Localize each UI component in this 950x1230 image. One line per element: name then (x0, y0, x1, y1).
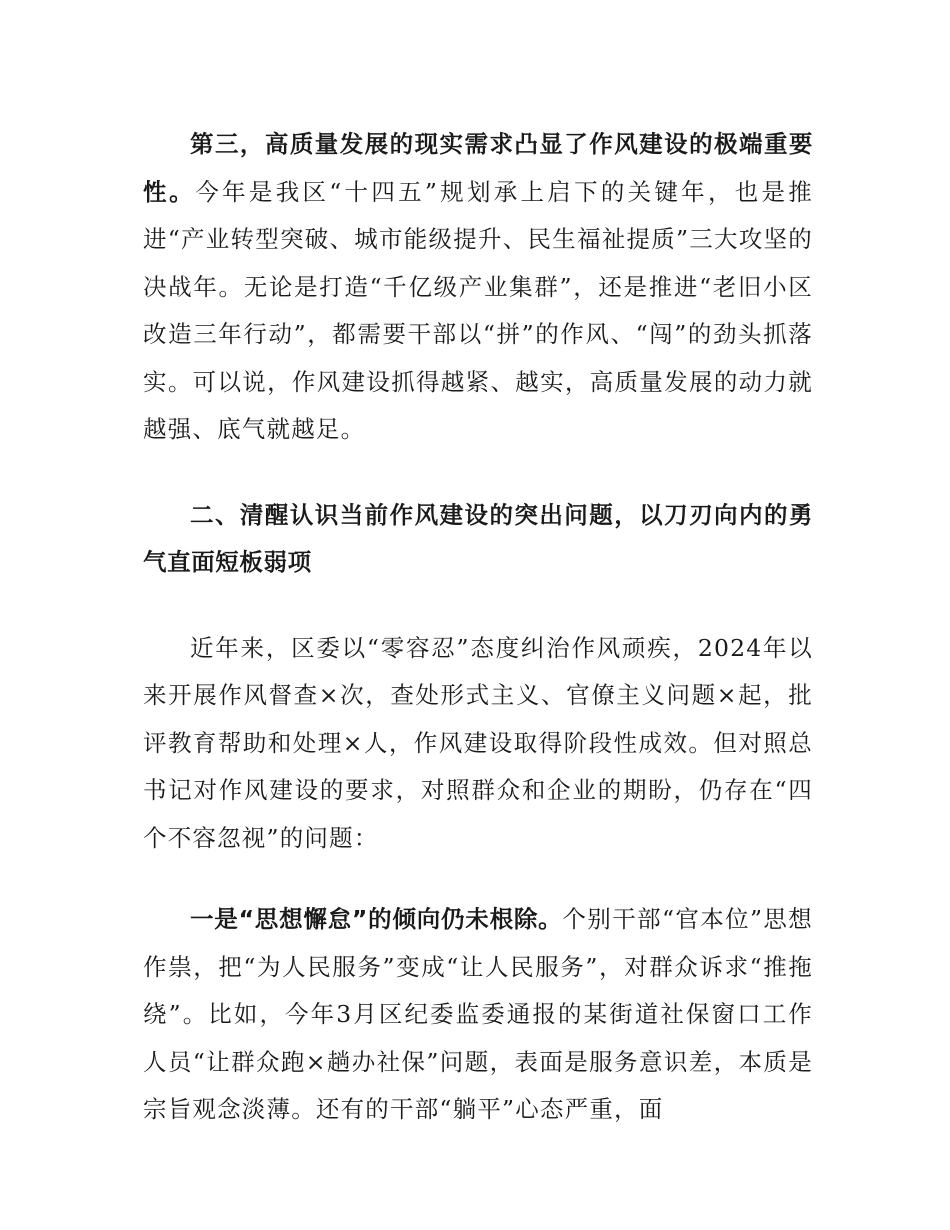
paragraph-overview: 近年来，区委以“零容忍”态度纠治作风顽疾，2024年以来开展作风督查×次，查处形式主义、官僚主义问题×起，批评教育帮助和处理×人，作风建设取得阶段性成效。但对照总书记对作风建设的要求，对照群众和企业的期盼，仍存在“四个不容忽视”的问题： (143, 633, 813, 852)
paragraph-text: 个别干部“官本位”思想作祟，把“为人民服务”变成“让人民服务”，对群众诉求“推拖绕”。比如，今年3月区纪委监委通报的某街道社保窗口工作人员“让群众跑×趟办社保”问题，表面是服务意识差，本质是宗旨观念淡薄。还有的干部“躺平”心态严重，面 (143, 905, 813, 1123)
paragraph-problem-one (143, 896, 813, 1134)
section-heading: 二、清醒认识当前作风建设的突出问题，以刀刃向内的勇气直面短板弱项 (143, 500, 813, 576)
paragraph-importance (143, 121, 813, 454)
document-body (143, 121, 813, 1134)
paragraph-lead-bold: 第三，高质量发展的现实需求凸显了作风建设的极端重要性。 (143, 130, 813, 206)
paragraph-text: 今年是我区“十四五”规划承上启下的关键年，也是推进“产业转型突破、城市能级提升、民生福祉提质”三大攻坚的决战年。无论是打造“千亿级产业集群”，还是推进“老旧小区改造三年行动”，都需要干部以“拼”的作风、“闯”的劲头抓落实。可以说，作风建设抓得越紧、越实，高质量发展的动力就越强、底气就越足。 (143, 177, 813, 443)
paragraph-lead-bold: 一是“思想懈怠”的倾向仍未根除。 (190, 905, 563, 933)
